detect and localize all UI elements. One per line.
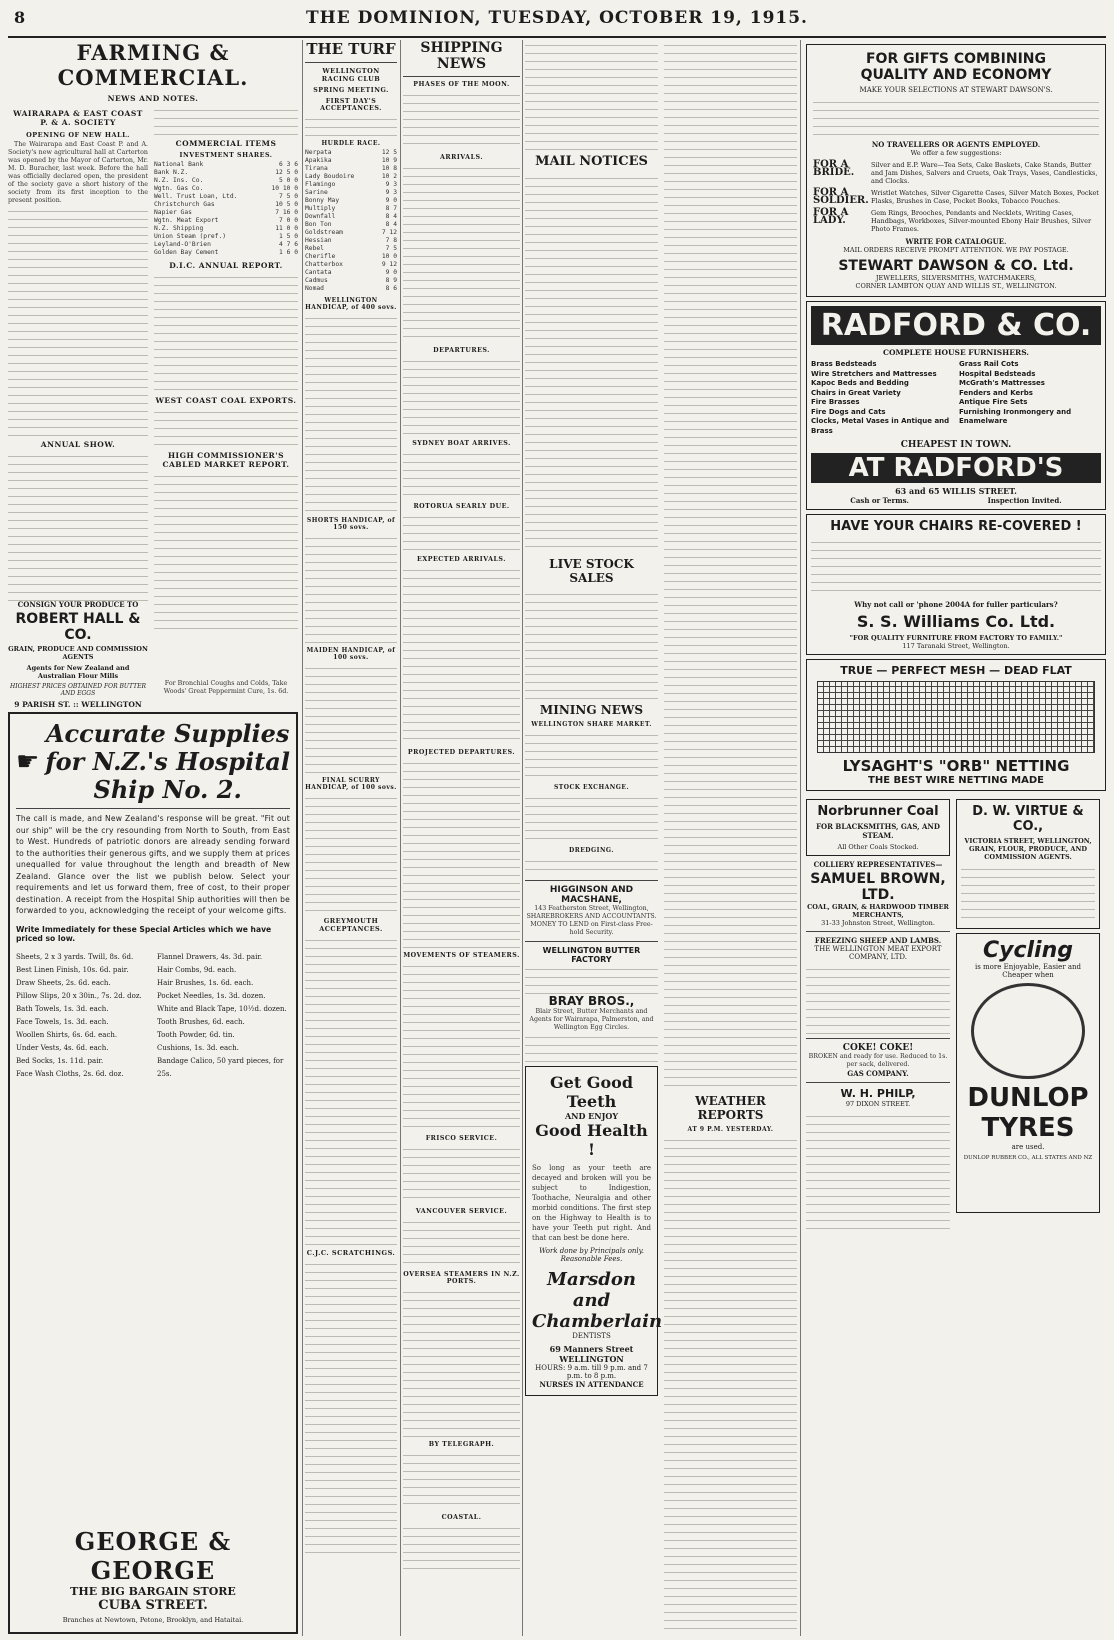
shipping-section (403, 40, 520, 1634)
share-price: 7 16 0 (275, 209, 298, 216)
higginson-sub: 143 Featherston Street, Wellington, SHAREBROKERS AND ACCOUNTANTS. MONEY TO LEND on First-class Free-hold Security. (526, 905, 657, 936)
westcoast-heading: WEST COAST COAL EXPORTS. (155, 396, 297, 405)
share-name: Wgtn. Gas Co. (154, 185, 204, 192)
scratchings-heading: C.J.C. SCRATCHINGS. (306, 1249, 396, 1257)
list-item: Draw Sheets, 2s. 6d. each. (16, 978, 111, 987)
bride-text: Silver and E.P. Ware—Tea Sets, Cake Baskets, Cake Stands, Butter and Jam Dishes, Salvers and Cruets, Oak Trays, Vases, Candlesticks, and Clocks. (871, 161, 1098, 185)
list-item: Kapoc Beds and Bedding (811, 379, 909, 387)
for-bride: FOR A BRIDE. (813, 159, 855, 178)
mesh-title: TRUE — PERFECT MESH — DEAD FLAT (840, 664, 1072, 677)
share-price: 10 5 0 (275, 201, 298, 208)
turf-section (305, 40, 397, 1634)
dunlop: DUNLOP (967, 1083, 1089, 1113)
marsdon-name: Marsdon and (547, 1269, 636, 1311)
horse-weight: 8 4 (385, 213, 397, 220)
colliery: COLLIERY REPRESENTATIVES— (813, 860, 943, 869)
horse-row (305, 285, 397, 293)
page-number: 8 (14, 8, 26, 27)
cable-heading: HIGH COMMISSIONER'S CABLED MARKET REPORT. (162, 451, 290, 469)
gifts-title-2: QUALITY AND ECONOMY (860, 67, 1052, 83)
phases-heading: PHASES OF THE MOON. (413, 81, 510, 88)
expected-heading: EXPECTED ARRIVALS. (417, 556, 506, 563)
bicycle-wheel-icon (971, 983, 1085, 1079)
radford-title: RADFORD & CO. (811, 306, 1101, 345)
telegraph-heading: BY TELEGRAPH. (428, 1441, 495, 1448)
share-row (154, 161, 298, 169)
write-catalogue: WRITE FOR CATALOGUE. (905, 237, 1007, 246)
share-price: 12 5 0 (275, 169, 298, 176)
robert-hall-sub: GRAIN, PRODUCE AND COMMISSION AGENTS (8, 645, 148, 661)
share-row (154, 169, 298, 177)
gas-company: GAS COMPANY. (847, 1069, 909, 1078)
horse-name: Hessian (305, 237, 332, 244)
horse-name: Tirana (305, 165, 328, 172)
farming-subtitle: NEWS AND NOTES. (107, 94, 199, 103)
spring-meeting: SPRING MEETING. (313, 87, 389, 94)
list-item: Face Wash Cloths, 2s. 6d. doz. (16, 1069, 124, 1078)
turf-section-head: SHORTS HANDICAP, of 150 sovs. (306, 517, 396, 531)
list-item: Under Vests, 4s. 6d. each. (16, 1043, 109, 1052)
soldier-text: Wristlet Watches, Silver Cigarette Cases, Silver Match Boxes, Pocket Flasks, Brushes in Case, Pocket Books, Tobacco Pouches. (871, 189, 1099, 205)
annual-show-text (8, 451, 148, 601)
horse-row (305, 229, 397, 237)
share-row (154, 193, 298, 201)
list-item: Fire Dogs and Cats (811, 407, 886, 416)
share-price: 7 0 0 (279, 217, 298, 224)
list-item: Hospital Bedsteads (959, 369, 1036, 378)
robert-hall-name: ROBERT HALL & CO. (15, 611, 141, 643)
horse-row (305, 221, 397, 229)
list-item: Bed Socks, 1s. 11d. pair. (16, 1056, 104, 1065)
hospital-ad-title: Accurate Supplies for N.Z.'s Hospital Ship No. 2. (45, 719, 290, 804)
share-row (154, 177, 298, 185)
westcoast-text (154, 407, 298, 447)
nurses: NURSES IN ATTENDANCE (539, 1380, 644, 1389)
radford-list-right (959, 360, 1101, 436)
list-item: Clocks, Metal Vases in Antique and Brass (811, 417, 950, 435)
share-name: Union Steam (pref.) (154, 233, 227, 240)
dredging-heading: DREDGING. (569, 847, 614, 854)
gifts-title: FOR GIFTS COMBINING (865, 51, 1046, 67)
share-name: Christchurch Gas (154, 201, 215, 208)
list-item: Face Towels, 1s. 3d. each. (16, 1017, 109, 1026)
virtue-sub: VICTORIA STREET, WELLINGTON, GRAIN, FLOUR, PRODUCE, AND COMMISSION AGENTS. (964, 837, 1092, 861)
share-row (154, 249, 298, 257)
horse-row (305, 181, 397, 189)
horse-name: Flamingo (305, 181, 336, 188)
turf-section-head: MAIDEN HANDICAP, of 100 sovs. (306, 647, 396, 661)
sydney-heading: SYDNEY BOAT ARRIVES. (412, 440, 511, 447)
horse-weight: 12 5 (381, 149, 397, 156)
dic-text (154, 272, 298, 392)
horse-name: Cadmus (305, 277, 328, 284)
horse-row (305, 269, 397, 277)
radford-address: 63 and 65 WILLIS STREET. (895, 486, 1017, 496)
frisco-heading: FRISCO SERVICE. (425, 1135, 498, 1142)
for-lady: FOR A LADY. (813, 207, 849, 226)
horse-row (305, 245, 397, 253)
horse-row (305, 149, 397, 157)
acceptances-heading: FIRST DAY'S ACCEPTANCES. (320, 98, 382, 112)
column-rule (522, 40, 523, 1636)
bargain-store: THE BIG BARGAIN STORE (70, 1585, 236, 1598)
horse-weight: 10 0 (381, 253, 397, 260)
samuel-sub: COAL, GRAIN, & HARDWOOD TIMBER MERCHANTS, (807, 903, 949, 919)
horse-row (305, 157, 397, 165)
share-row (154, 217, 298, 225)
list-item: White and Black Tape, 10½d. dozen. (157, 1004, 287, 1013)
list-item: Tooth Brushes, 6d. each. (157, 1017, 245, 1026)
weather-heading: WEATHER REPORTS (695, 1094, 766, 1122)
share-name: N.Z. Shipping (154, 225, 204, 232)
horse-weight: 9 12 (381, 261, 397, 268)
stock-exchange-heading: STOCK EXCHANGE. (553, 784, 630, 791)
horse-row (305, 173, 397, 181)
annual-show-heading: ANNUAL SHOW. (40, 440, 116, 449)
horse-row (305, 277, 397, 285)
horse-row (305, 261, 397, 269)
teeth-title: Get Good Teeth (550, 1073, 633, 1111)
teeth-body: So long as your teeth are decayed and broken will you be subject to Indigestion, Toothache, Neuralgia and other morbid conditions. The first step on the Highway to Health is to have your Teeth put right. And that can best be done here. (532, 1164, 651, 1242)
share-row (154, 185, 298, 193)
horse-weight: 10 2 (381, 173, 397, 180)
list-item: Fire Brasses (811, 398, 860, 406)
lysaght-title: LYSAGHT'S "ORB" NETTING (842, 757, 1070, 775)
netting-image (817, 681, 1095, 753)
article-text-block (154, 105, 298, 135)
share-name: Well. Trust Loan, Ltd. (154, 193, 238, 200)
cycling-sub: is more Enjoyable, Easier and Cheaper when (974, 963, 1082, 979)
robert-hall-agents: Agents for New Zealand and Australian Flour Mills (26, 664, 130, 680)
robert-hall-prices: HIGHEST PRICES OBTAINED FOR BUTTER AND EGGS (10, 683, 146, 697)
higginson-title: HIGGINSON AND MACSHANE, (549, 885, 634, 905)
chamberlain-name: Chamberlain (532, 1311, 663, 1332)
freezing: FREEZING SHEEP AND LAMBS. (814, 936, 942, 945)
horses-list (305, 149, 397, 293)
list-item: Best Linen Finish, 10s. 6d. pair. (16, 965, 129, 974)
stewart-dawson-address: CORNER LAMBTON QUAY AND WILLIS ST., WELLINGTON. (855, 282, 1057, 290)
list-item: Hair Combs, 9d. each. (157, 965, 237, 974)
share-price: 11 0 0 (275, 225, 298, 232)
coal-title: Norbrunner Coal (817, 804, 939, 819)
horse-row (305, 213, 397, 221)
share-price: 1 6 0 (279, 249, 298, 256)
share-name: Bank N.Z. (154, 169, 189, 176)
mining-heading: MINING NEWS (539, 703, 644, 717)
radford-sub: COMPLETE HOUSE FURNISHERS. (883, 348, 1029, 357)
tyres: TYRES (981, 1113, 1075, 1143)
cash-terms: Cash or Terms. (850, 496, 909, 505)
stewart-dawson-name: STEWART DAWSON & CO. Ltd. (838, 258, 1074, 274)
hospital-ship-ad (8, 712, 298, 1634)
column-rule (302, 40, 303, 1636)
shipping-title: SHIPPING NEWS (420, 40, 503, 72)
marsdon-address: 69 Manners Street WELLINGTON (549, 1344, 634, 1364)
share-row (154, 225, 298, 233)
bray-address: Blair Street, Butter Merchants and Agents for Wairarapa, Palmerston, and Wellington Egg Circles. (529, 1008, 654, 1031)
share-name: Golden Bay Cement (154, 249, 219, 256)
horse-weight: 8 4 (385, 221, 397, 228)
vancouver-heading: VANCOUVER SERVICE. (415, 1208, 508, 1215)
horse-weight: 9 0 (385, 197, 397, 204)
horse-weight: 7 5 (385, 245, 397, 252)
share-price: 6 3 6 (279, 161, 298, 168)
share-row (154, 209, 298, 217)
departures-heading: DEPARTURES. (433, 347, 490, 354)
list-item: Chairs in Great Variety (811, 388, 901, 397)
teeth-ad (525, 1066, 663, 1396)
coal-sub-2: All Other Coals Stocked. (837, 843, 919, 851)
dic-heading: D.I.C. ANNUAL REPORT. (169, 261, 283, 270)
branches: Branches at Newtown, Petone, Brooklyn, and Hataitai. (62, 1616, 244, 1624)
cycling: Cycling (982, 938, 1074, 963)
coastal-heading: COASTAL. (441, 1514, 482, 1521)
projected-heading: PROJECTED DEPARTURES. (407, 749, 516, 756)
offer-text: We offer a few suggestions: (910, 149, 1002, 157)
turf-title: THE TURF (306, 40, 396, 58)
horse-weight: 7 8 (385, 237, 397, 244)
cable-text (154, 471, 298, 631)
consign-text: CONSIGN YOUR PRODUCE TO (17, 600, 139, 609)
article-text-block (8, 206, 148, 436)
shares-table (154, 161, 298, 257)
list-item: Tooth Powder, 6d. tin. (157, 1030, 235, 1039)
virtue-ad (956, 799, 1100, 929)
lysaght-sub: THE BEST WIRE NETTING MADE (868, 775, 1044, 786)
teeth-health: Good Health ! (535, 1121, 648, 1159)
horse-name: Multiply (305, 205, 336, 212)
turf-section-head: FINAL SCURRY HANDICAP, of 100 sovs. (305, 777, 397, 791)
article-subheading: OPENING OF NEW HALL. (26, 131, 130, 139)
racing-club: WELLINGTON RACING CLUB (321, 67, 381, 83)
pointing-hand-icon: ☛ (16, 747, 40, 777)
dentists-label: DENTISTS (572, 1332, 611, 1340)
for-soldier: FOR A SOLDIER. (813, 187, 869, 206)
horse-name: Apakika (305, 157, 332, 164)
share-price: 1 5 0 (279, 233, 298, 240)
share-row (154, 241, 298, 249)
list-item: McGrath's Mattresses (959, 379, 1045, 387)
shares-heading: INVESTMENT SHARES. (179, 152, 273, 159)
philp: W. H. PHILP, (840, 1087, 916, 1100)
chairs-title: HAVE YOUR CHAIRS RE-COVERED ! (830, 519, 1082, 534)
coke: COKE! COKE! (842, 1043, 914, 1053)
column-rule (800, 40, 801, 1636)
list-item: Flannel Drawers, 4s. 3d. pair. (157, 952, 263, 961)
horse-name: Nomad (305, 285, 324, 292)
horse-row (305, 197, 397, 205)
share-price: 7 5 0 (279, 193, 298, 200)
list-item: Brass Bedsteads (811, 360, 877, 368)
list-item: Pocket Needles, 1s. 3d. dozen. (157, 991, 266, 1000)
robert-hall-ad (8, 600, 148, 710)
masthead (8, 6, 1106, 38)
dunlop-company: DUNLOP RUBBER CO., ALL STATES AND NZ (963, 1155, 1093, 1161)
horse-row (305, 189, 397, 197)
bronchial-ad: For Bronchial Coughs and Colds, Take Woods' Great Peppermint Cure, 1s. 6d. (163, 680, 289, 695)
virtue-title: D. W. VIRTUE & CO., (972, 804, 1084, 834)
turf-section-head: HURDLE RACE. (321, 140, 381, 147)
column-rule (400, 40, 401, 1636)
share-price: 10 10 0 (271, 185, 298, 192)
rotorua-heading: ROTORUA SEARLY DUE. (413, 503, 510, 510)
list-item: Furnishing Ironmongery and Enamelware (959, 407, 1072, 425)
bray-bros: BRAY BROS., (548, 994, 635, 1008)
at-radfords: AT RADFORD'S (811, 453, 1101, 483)
share-name: Leyland-O'Brien (154, 241, 211, 248)
coal-sub: FOR BLACKSMITHS, GAS, AND STEAM. (816, 822, 940, 840)
meat-export: THE WELLINGTON MEAT EXPORT COMPANY, LTD. (814, 945, 942, 961)
horse-name: Cantata (305, 269, 332, 276)
chairs-question: Why not call or 'phone 2004A for fuller particulars? (854, 600, 1058, 609)
mail-orders: MAIL ORDERS RECEIVE PROMPT ATTENTION. WE PAY POSTAGE. (843, 246, 1069, 254)
horse-name: Chatterbox (305, 261, 343, 268)
horse-name: Sarine (305, 189, 328, 196)
mail-heading: MAIL NOTICES (535, 154, 648, 169)
commercial-items-heading: COMMERCIAL ITEMS (175, 139, 277, 148)
horse-row (305, 165, 397, 173)
share-row (154, 233, 298, 241)
list-item: Bandage Calico, 50 yard pieces, for 25s. (157, 1056, 284, 1078)
list-item: Bath Towels, 1s. 3d. each. (16, 1004, 109, 1013)
philp-sub: 97 DIXON STREET. (845, 1100, 911, 1108)
weather-sub: AT 9 P.M. YESTERDAY. (687, 1126, 774, 1133)
horse-name: Goldstream (305, 229, 343, 236)
radford-list-left (811, 360, 953, 436)
inspection: Inspection Invited. (987, 496, 1062, 505)
no-travellers: NO TRAVELLERS OR AGENTS EMPLOYED. (871, 140, 1041, 149)
marsdon-hours: HOURS: 9 a.m. till 9 p.m. and 7 p.m. to 8 p.m. (535, 1364, 648, 1380)
list-item: Woollen Shirts, 6s. 6d. each. (16, 1030, 118, 1039)
share-price: 4 7 6 (279, 241, 298, 248)
horse-name: Bon Ton (305, 221, 332, 228)
williams-sub: "FOR QUALITY FURNITURE FROM FACTORY TO FAMILY." (849, 634, 1063, 642)
farming-title: FARMING & COMMERCIAL. (57, 40, 249, 90)
hospital-ad-body: The call is made, and New Zealand's response will be great. "Fit out our ship" will be the cry resounding from North to South, from East to West. Hundreds of patriotic donors are already sending forward to the authorities their generous gifts, and we supply them at prices unequalled for value throughout the length and breadth of New Zealand. Glance over the list we publish below. Select your requirements and let us forward them, free of cost, to their proper destination. A receipt from the Hospital Ship authorities will then be forwarded to you, acknowledging the receipt of your welcome gifts. (16, 814, 290, 915)
george-george: GEORGE & GEORGE (74, 1527, 232, 1585)
horse-weight: 10 9 (381, 157, 397, 164)
list-item: Sheets, 2 x 3 yards. Twill, 8s. 6d. (16, 952, 134, 961)
horse-weight: 8 7 (385, 205, 397, 212)
horse-row (305, 205, 397, 213)
list-item: Wire Stretchers and Mattresses (811, 369, 937, 378)
article-body: The Wairarapa and East Coast P. and A. Society's new agricultural hall at Carterton was opened by the Mayor of Carterton, Mr. M. D. Buracher, last week. Before the hall was officially declared open, the president of the society gave a short history of the society from its first inception to the present position. (8, 141, 148, 204)
cheapest-in-town: CHEAPEST IN TOWN. (900, 440, 1012, 450)
list-item: Grass Rail Cots (959, 360, 1019, 368)
stewart-dawson-sub: JEWELLERS, SILVERSMITHS, WATCHMAKERS, (875, 274, 1037, 282)
robert-hall-address: 9 PARISH ST. :: WELLINGTON (14, 700, 142, 709)
share-market-heading: WELLINGTON SHARE MARKET. (531, 721, 652, 728)
lady-text: Gem Rings, Brooches, Pendants and Necklets, Writing Cases, Handbags, Workboxes, Silver-mounted Ebony Hair Brushes, Silver Photo Frames. (871, 209, 1092, 233)
coke-sub: BROKEN and ready for use. Reduced to 1s. per sack, delivered. (808, 1053, 948, 1068)
list-item: Cushions, 1s. 3d. each. (157, 1043, 239, 1052)
williams-address: 117 Taranaki Street, Wellington. (902, 642, 1010, 650)
radford-ad (806, 301, 1106, 510)
share-price: 5 0 0 (279, 177, 298, 184)
greymouth-heading: GREYMOUTH ACCEPTANCES. (319, 917, 383, 933)
share-name: National Bank (154, 161, 204, 168)
share-row (154, 201, 298, 209)
article-heading: WAIRARAPA & EAST COAST P. & A. SOCIETY (13, 109, 143, 127)
horse-weight: 8 9 (385, 277, 397, 284)
butter-factory: WELLINGTON BUTTER FACTORY (542, 946, 641, 964)
teeth-sub: Work done by Principals only. Reasonable Fees. (539, 1247, 644, 1263)
list-item: Fenders and Kerbs (959, 388, 1033, 397)
gifts-sub: MAKE YOUR SELECTIONS AT STEWART DAWSON'S. (859, 86, 1053, 94)
movements-heading: MOVEMENTS OF STEAMERS. (403, 952, 520, 959)
list-item: Pillow Slips, 20 x 30in., 7s. 2d. doz. (16, 991, 142, 1000)
share-name: Wgtn. Meat Export (154, 217, 219, 224)
livestock-heading: LIVE STOCK SALES (549, 557, 634, 585)
list-item: Hair Brushes, 1s. 6d. each. (157, 978, 254, 987)
teeth-and-enjoy: AND ENJOY (564, 1111, 619, 1121)
newspaper-title: THE DOMINION, TUESDAY, OCTOBER 19, 1915. (306, 8, 808, 28)
horse-weight: 9 3 (385, 181, 397, 188)
horse-name: Cherifle (305, 253, 336, 260)
samuel-brown: SAMUEL BROWN, LTD. (810, 871, 946, 903)
horse-name: Lady Boudoire (305, 173, 355, 180)
horse-row (305, 253, 397, 261)
dunlop-ad (956, 933, 1100, 1213)
horse-name: Nerpata (305, 149, 332, 156)
items-list-left (16, 951, 149, 1081)
items-list-right (157, 951, 290, 1081)
share-name: Napier Gas (154, 209, 192, 216)
turf-section-head: WELLINGTON HANDICAP, of 400 sovs. (305, 297, 397, 311)
dunlop-sub: are used. (1011, 1143, 1045, 1151)
right-ads (806, 40, 1106, 1634)
horse-row (305, 237, 397, 245)
farming-section (8, 40, 298, 690)
middle-section (525, 40, 797, 1634)
cuba-street: CUBA STREET. (98, 1598, 208, 1613)
horse-weight: 8 6 (385, 285, 397, 292)
chairs-ad (806, 514, 1106, 655)
samuel-address: 31-33 Johnston Street, Wellington. (821, 919, 935, 927)
williams-name: S. S. Williams Co. Ltd. (856, 612, 1056, 631)
horse-weight: 9 3 (385, 189, 397, 196)
overseas-heading: OVERSEA STEAMERS IN N.Z. PORTS. (403, 1271, 520, 1285)
arrivals-heading: ARRIVALS. (439, 154, 484, 161)
list-item: Antique Fire Sets (959, 398, 1028, 406)
share-name: N.Z. Ins. Co. (154, 177, 204, 184)
lysaght-ad (806, 659, 1106, 791)
stewart-dawson-ad (806, 44, 1106, 297)
hospital-ad-write: Write Immediately for these Special Articles which we have priced so low. (16, 924, 272, 943)
horse-name: Downfall (305, 213, 336, 220)
horse-name: Bonny May (305, 197, 340, 204)
horse-weight: 10 8 (381, 165, 397, 172)
coal-ad (806, 799, 950, 856)
horse-weight: 7 12 (381, 229, 397, 236)
horse-weight: 9 0 (385, 269, 397, 276)
horse-name: Rebel (305, 245, 324, 252)
